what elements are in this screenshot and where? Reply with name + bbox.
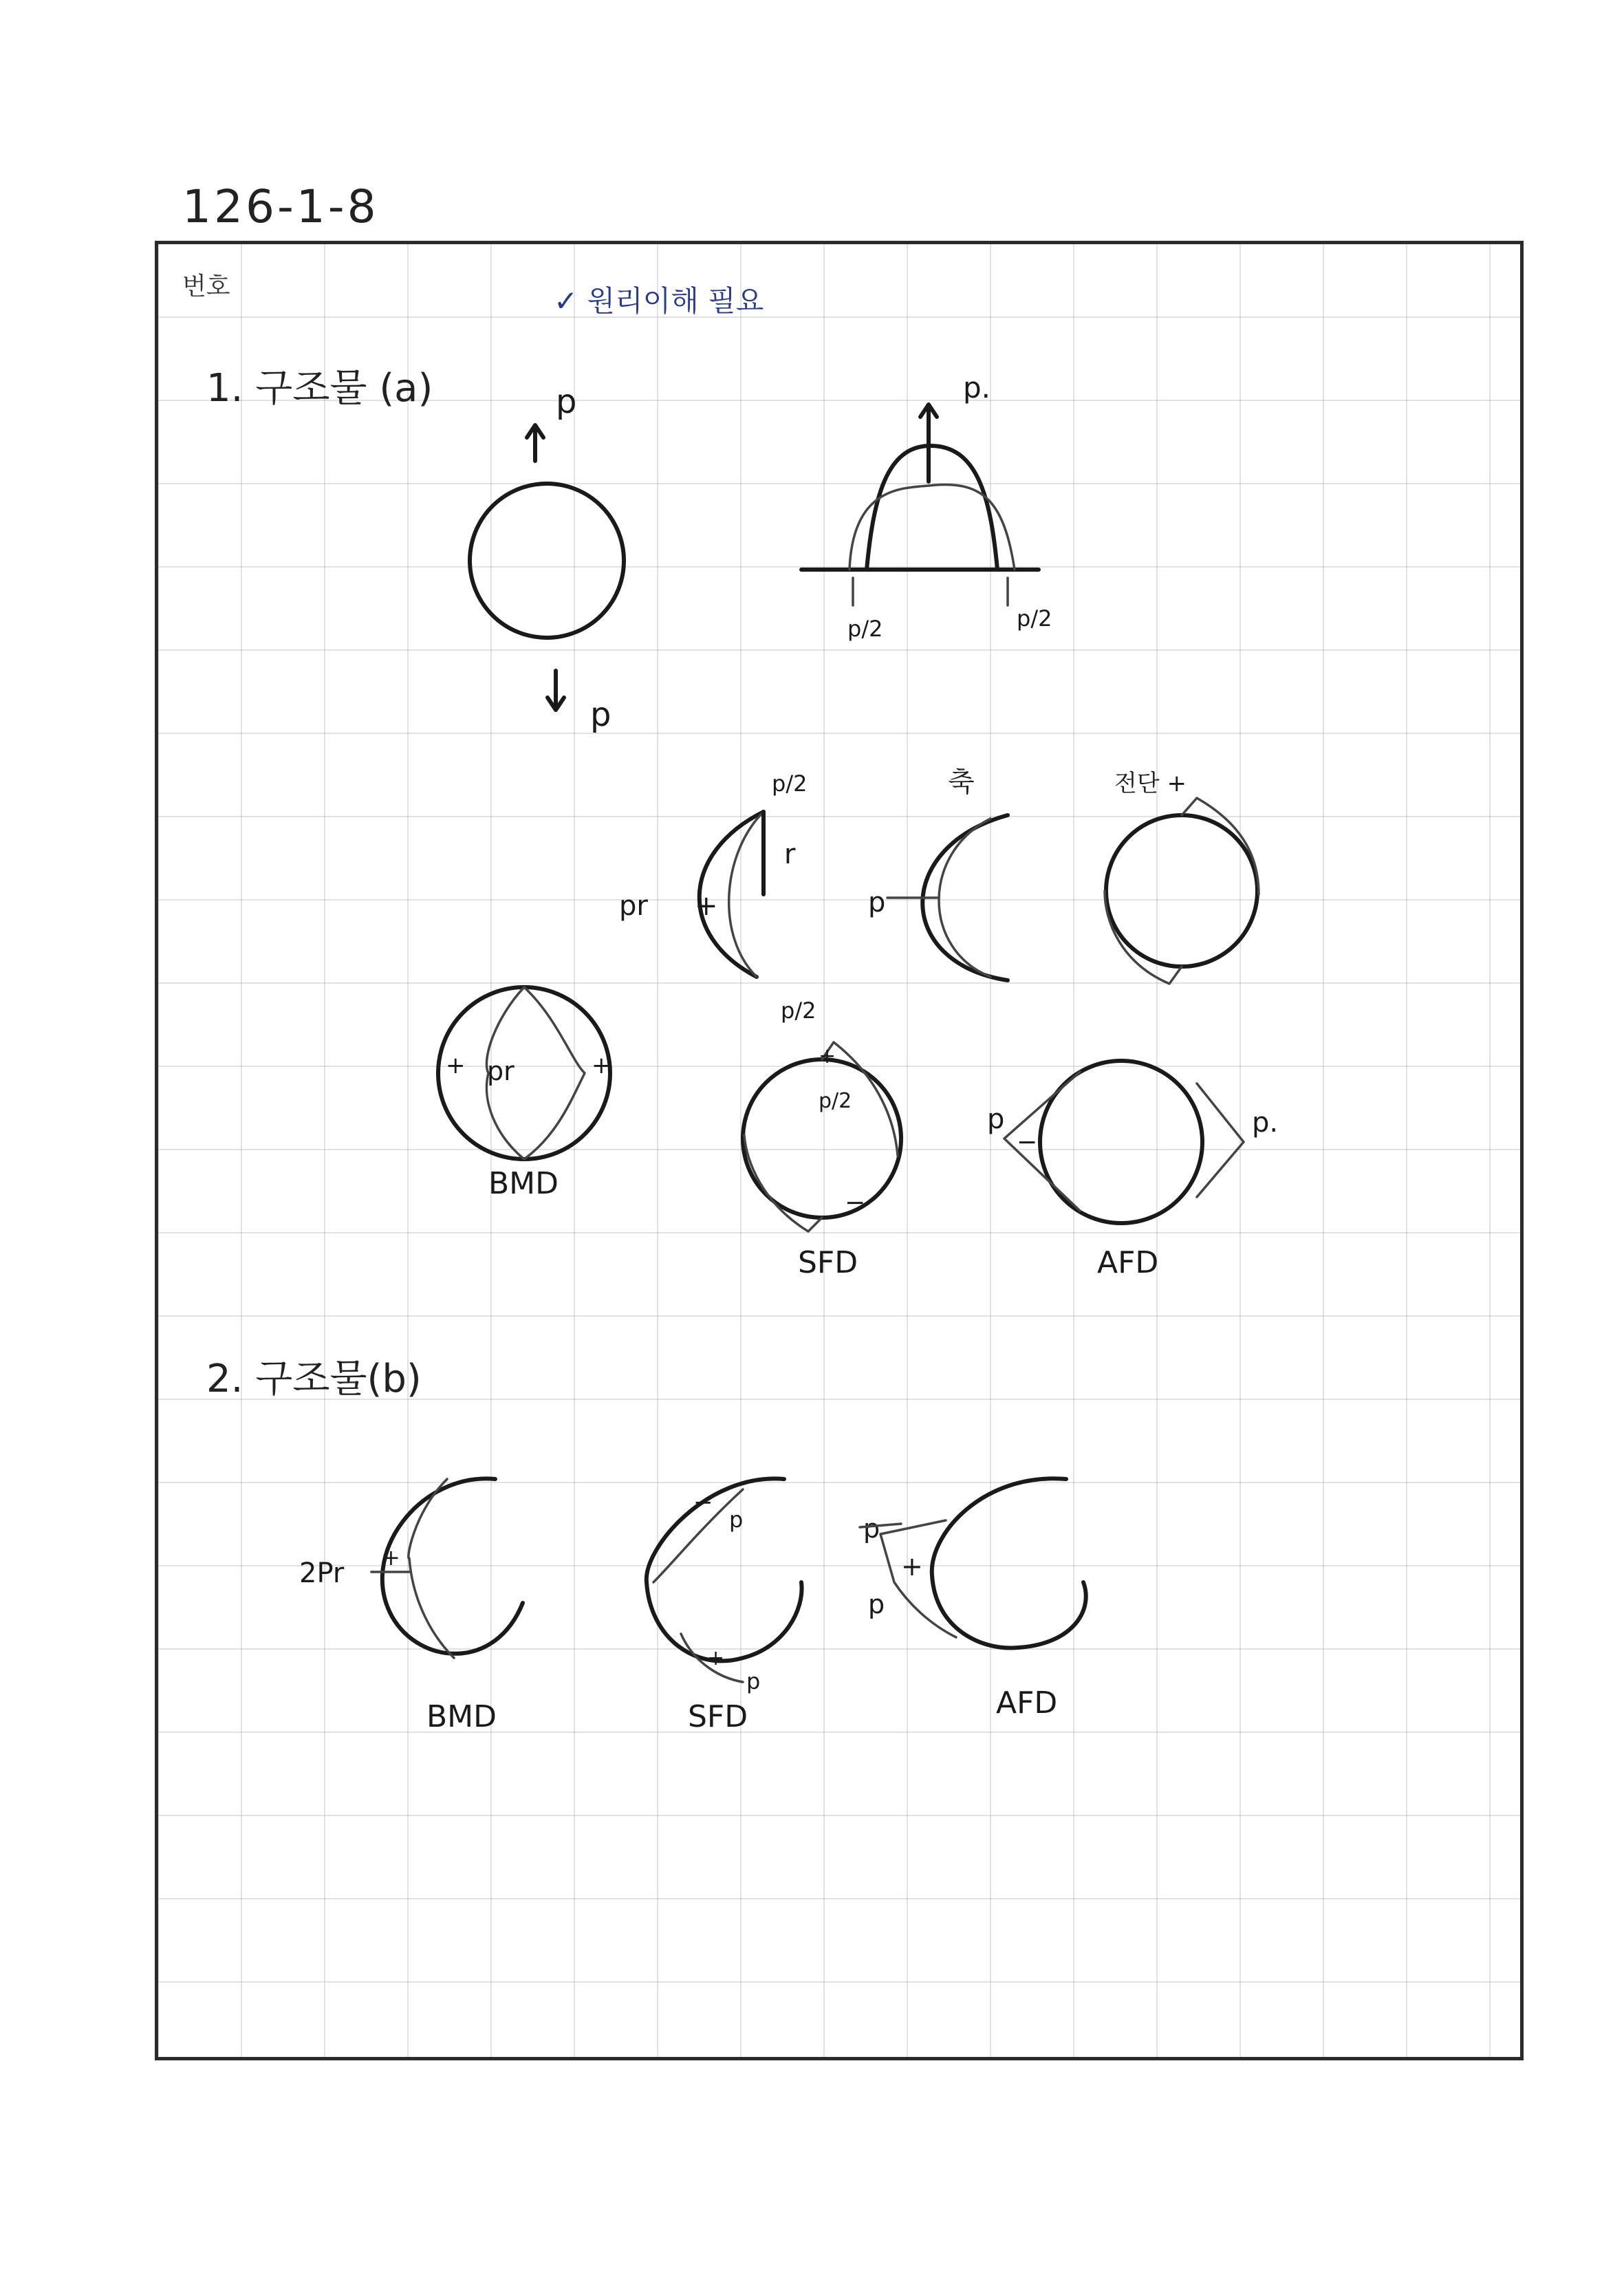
half-ring-moment [619, 770, 816, 1024]
half-bottom-label: p/2 [781, 998, 816, 1024]
bmd-b-caption: BMD [426, 1699, 497, 1734]
shear-mark: 전단 + [1114, 770, 1187, 797]
ring-a [470, 382, 624, 734]
sfd-b-top-label: p [729, 1507, 744, 1533]
radius-label: r [784, 839, 796, 870]
bmd-a-right-curve [524, 987, 585, 1159]
afd-b-caption: AFD [996, 1685, 1058, 1721]
fbd-left-label: p/2 [847, 616, 883, 642]
afd-a [987, 1061, 1278, 1280]
ring-a-circle [470, 484, 624, 638]
half-ring-inner [729, 812, 764, 977]
load-top-label: p [556, 382, 577, 421]
sfd-b-minus: − [693, 1489, 713, 1516]
fbd-arch-2 [849, 484, 1015, 570]
bmd-a [438, 987, 611, 1201]
half-top-label: p/2 [772, 770, 808, 797]
bmd-b [299, 1478, 523, 1734]
bmd-b-value: 2Pr [299, 1557, 345, 1589]
moment-label: pr [619, 890, 648, 922]
bmd-a-plus-right: + [592, 1052, 611, 1079]
shear-top-curve [1182, 798, 1259, 894]
axial-load-label: p [868, 887, 886, 918]
afd-b [860, 1478, 1086, 1721]
number-label: 번호 [182, 272, 230, 301]
axial-mark: 축 [948, 766, 975, 798]
bmd-b-plus: + [382, 1544, 400, 1571]
afd-a-left-label: p [987, 1103, 1005, 1135]
afd-b-bottom-label: p [868, 1589, 885, 1619]
sfd-a [743, 1042, 901, 1280]
sfd-b [647, 1478, 802, 1734]
sfd-a-value: p/2 [819, 1089, 852, 1113]
shear-circle [1106, 815, 1257, 967]
afd-a-right-label: p. [1252, 1107, 1279, 1139]
afd-a-caption: AFD [1097, 1245, 1159, 1280]
afd-a-minus: − [1017, 1128, 1038, 1156]
section2-title: 2. 구조물(b) [206, 1357, 422, 1401]
note-understanding-needed: ✓ 원리이해 필요 [554, 284, 764, 318]
section1-title: 1. 구조물 (a) [206, 366, 433, 411]
half-ring-fbd [801, 371, 1052, 642]
page-id: 126-1-8 [182, 180, 379, 233]
fbd-top-label: p. [963, 371, 991, 405]
sfd-b-bottom-label: p [746, 1668, 761, 1694]
sfd-a-caption: SFD [798, 1245, 858, 1280]
fbd-right-label: p/2 [1017, 605, 1052, 632]
bmd-b-arc [382, 1478, 523, 1653]
sfd-a-minus: − [845, 1189, 866, 1217]
shear-bottom-curve [1105, 891, 1182, 984]
load-bottom-label: p [590, 695, 611, 734]
bmd-a-caption: BMD [488, 1166, 559, 1201]
sfd-a-plus: + [819, 1044, 836, 1068]
afd-b-plus: + [901, 1551, 923, 1582]
axial-half-ring [868, 766, 1008, 980]
fbd-arch [867, 446, 997, 570]
bmd-a-plus-left: + [446, 1052, 466, 1079]
sfd-b-caption: SFD [688, 1699, 748, 1734]
shear-ring [1105, 770, 1259, 984]
afd-b-top-label: p [863, 1513, 880, 1544]
bmd-a-value: pr [487, 1056, 515, 1086]
sfd-b-plus: + [707, 1646, 725, 1670]
afd-b-arc [932, 1478, 1086, 1648]
moment-plus: + [695, 890, 718, 922]
